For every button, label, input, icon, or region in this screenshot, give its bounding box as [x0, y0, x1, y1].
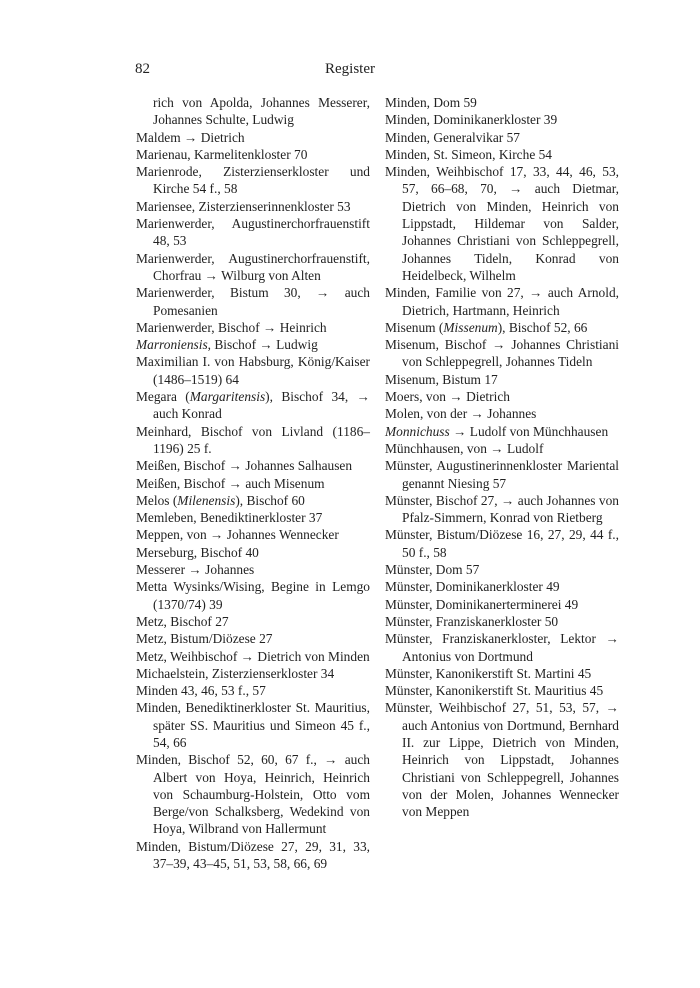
index-entry: Münster, Dominikanerkloster 49 — [385, 579, 560, 595]
index-entry: Messerer → Johannes — [136, 562, 255, 578]
index-entry: Minden, Weihbischof 17, 33, 44, 46, 53, 57, 66–68, 70, → auch Dietmar, Dietrich von Minden, Heinrich von Lippstadt, Hildemar von Salder, Johannes Christiani von Schleppegrell, Johannes Tideln, Konrad von Heidelbeck, Wilhelm — [385, 164, 619, 283]
index-entry: rich von Apolda, Johannes Messerer, Johannes Schulte, Ludwig — [153, 95, 370, 128]
index-entry: Münster, Dom 57 — [385, 562, 480, 578]
index-entry: Meinhard, Bischof von Livland (1186–1196) 25 f. — [136, 423, 370, 456]
index-entry: Metz, Bistum/Diözese 27 — [136, 631, 273, 647]
index-entry: Minden, Bistum/Diözese 27, 29, 31, 33, 37–39, 43–45, 51, 53, 58, 66, 69 — [136, 838, 370, 872]
index-entry: Meißen, Bischof → auch Misenum — [136, 475, 325, 491]
index-entry: Minden, Dom 59 — [385, 95, 477, 110]
index-entry: Memleben, Benediktinerkloster 37 — [136, 510, 323, 526]
index-entry: Marienwerder, Bischof → Heinrich — [136, 319, 327, 335]
running-head: Register — [325, 61, 375, 77]
index-entry: Münster, Dominikanerterminerei 49 — [385, 596, 579, 612]
index-entry: Münster, Bistum/Diözese 16, 27, 29, 44 f., 50 f., 58 — [385, 527, 619, 560]
index-entry: Maldem → Dietrich — [136, 129, 245, 145]
index-entry: Münster, Bischof 27, → auch Johannes von Pfalz-Simmern, Konrad von Rietberg — [385, 492, 619, 526]
index-column-right — [385, 94, 619, 820]
index-entry: Maximilian I. von Habsburg, König/Kaiser (1486–1519) 64 — [136, 354, 370, 387]
index-entry: Marienwerder, Augustinerchorfrauenstift, Chorfrau → Wilburg von Alten — [136, 250, 370, 283]
index-entry: Metz, Weihbischof → Dietrich von Minden — [136, 648, 370, 664]
index-entry: Münchhausen, von → Ludolf — [385, 440, 544, 456]
index-entry: Münster, Weihbischof 27, 51, 53, 57, → auch Antonius von Dortmund, Bernhard II. zur Lippe, Dietrich von Minden, Heinrich von Lippstadt, Johannes Christiani von Schleppegrell, Johannes von der Molen, Johannes Wennecker von Meppen — [385, 700, 619, 820]
index-entry: Metz, Bischof 27 — [136, 613, 229, 629]
index-entry: Moers, von → Dietrich — [385, 389, 510, 405]
index-entry: Minden 43, 46, 53 f., 57 — [136, 683, 266, 699]
index-entry: Münster, Augustinerinnenkloster Mariental genannt Niesing 57 — [385, 458, 619, 491]
index-entry: Minden, Familie von 27, → auch Arnold, Dietrich, Hartmann, Heinrich — [385, 285, 619, 318]
index-entry: Melos (Milenensis), Bischof 60 — [136, 492, 305, 508]
index-entry: Minden, Dominikanerkloster 39 — [385, 112, 558, 128]
index-column-left — [136, 94, 370, 872]
index-entry: Marienrode, Zisterzienserkloster und Kirche 54 f., 58 — [136, 164, 370, 197]
index-entry: Minden, Bischof 52, 60, 67 f., → auch Albert von Hoya, Heinrich, Heinrich von Schaumburg-Holstein, Otto vom Berge/von Schalksberg, Wedekind von Hoya, Wilbrand von Hallermunt — [136, 752, 370, 837]
index-entry: Marroniensis, Bischof → Ludwig — [136, 337, 318, 353]
index-entry: Münster, Kanonikerstift St. Mauritius 45 — [385, 683, 604, 699]
index-entry: Minden, St. Simeon, Kirche 54 — [385, 146, 552, 162]
page-number: 82 — [135, 61, 150, 77]
index-entry: Monnichuss → Ludolf von Münchhausen — [385, 423, 609, 439]
index-entry: Minden, Benediktinerkloster St. Mauritius, später SS. Mauritius und Simeon 45 f., 54, 66 — [136, 700, 370, 750]
index-entry: Marienwerder, Augustinerchorfrauenstift 48, 53 — [136, 216, 370, 249]
index-entry: Münster, Franziskanerkloster 50 — [385, 613, 559, 629]
index-entry: Münster, Franziskanerkloster, Lektor → Antonius von Dortmund — [385, 631, 619, 664]
index-entry: Marienau, Karmelitenkloster 70 — [136, 146, 308, 162]
index-entry: Megara (Margaritensis), Bischof 34, → auch Konrad — [136, 389, 370, 422]
index-entry: Metta Wysinks/Wising, Begine in Lemgo (1370/74) 39 — [136, 579, 370, 612]
index-entry: Molen, von der → Johannes — [385, 406, 537, 422]
index-entry: Misenum, Bischof → Johannes Christiani von Schleppegrell, Johannes Tideln — [385, 337, 619, 370]
index-entry: Misenum (Missenum), Bischof 52, 66 — [385, 319, 588, 335]
index-entry: Mariensee, Zisterzienserinnenkloster 53 — [136, 198, 351, 214]
index-entry: Merseburg, Bischof 40 — [136, 544, 259, 560]
index-entry: Meißen, Bischof → Johannes Salhausen — [136, 458, 353, 474]
index-entry: Michaelstein, Zisterzienserkloster 34 — [136, 665, 335, 681]
index-entry: Meppen, von → Johannes Wennecker — [136, 527, 339, 543]
index-entry: Minden, Generalvikar 57 — [385, 129, 520, 145]
index-entry: Marienwerder, Bistum 30, → auch Pomesanien — [136, 285, 370, 318]
index-entry: Münster, Kanonikerstift St. Martini 45 — [385, 665, 592, 681]
index-entry: Misenum, Bistum 17 — [385, 371, 498, 387]
